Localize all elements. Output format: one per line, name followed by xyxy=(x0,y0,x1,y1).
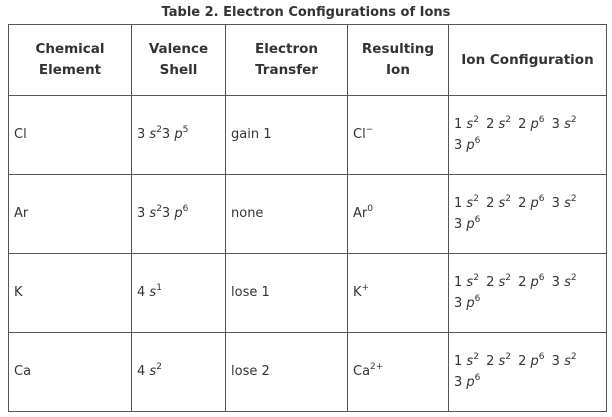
cell-resulting-ion xyxy=(348,254,449,333)
electron-count: 2 xyxy=(156,204,162,214)
shell-number: 3 xyxy=(551,117,565,132)
ion-charge: 2+ xyxy=(370,362,384,372)
orbital xyxy=(162,127,188,142)
electron-count: 6 xyxy=(538,273,545,283)
subshell-letter: s xyxy=(498,275,506,290)
orbital xyxy=(137,364,162,379)
orbital xyxy=(137,285,162,300)
header-ion-configuration: Ion Configuration xyxy=(449,25,607,96)
orbital xyxy=(552,196,577,211)
ion-symbol: K xyxy=(353,285,362,300)
electron-count: 2 xyxy=(570,352,577,362)
header-row xyxy=(9,25,607,96)
subshell-letter: p xyxy=(466,138,475,153)
subshell-letter: p xyxy=(530,275,539,290)
subshell-letter: s xyxy=(149,364,157,379)
shell-number: 4 xyxy=(137,285,150,300)
subshell-letter: s xyxy=(149,285,157,300)
shell-number: 2 xyxy=(486,354,499,369)
shell-number: 3 xyxy=(454,296,467,311)
subshell-letter: s xyxy=(466,275,474,290)
table-row xyxy=(9,254,607,333)
table-row xyxy=(9,175,607,254)
shell-number: 3 xyxy=(454,375,467,390)
shell-number: 2 xyxy=(518,196,531,211)
table-body xyxy=(9,96,607,412)
orbital xyxy=(518,354,544,369)
shell-number: 1 xyxy=(454,117,467,132)
shell-number: 1 xyxy=(454,196,467,211)
cell-ion-configuration xyxy=(449,254,607,333)
subshell-letter: s xyxy=(466,196,474,211)
subshell-letter: s xyxy=(149,127,157,142)
subshell-letter: p xyxy=(530,117,539,132)
orbital xyxy=(454,138,480,153)
electron-count: 1 xyxy=(156,283,162,293)
subshell-letter: s xyxy=(149,206,157,221)
header-electron-transfer: Electron Transfer xyxy=(226,25,348,96)
electron-count: 6 xyxy=(538,352,545,362)
shell-number: 3 xyxy=(551,354,565,369)
electron-count: 2 xyxy=(473,194,479,204)
ion-charge: + xyxy=(361,283,370,293)
header-chemical-element: Chemical Element xyxy=(9,25,132,96)
electron-count: 6 xyxy=(474,215,481,225)
orbital xyxy=(486,196,511,211)
orbital xyxy=(552,275,577,290)
subshell-letter: s xyxy=(498,117,506,132)
electron-count: 2 xyxy=(505,352,511,362)
header-valence-shell: Valence Shell xyxy=(132,25,226,96)
cell-resulting-ion xyxy=(348,333,449,412)
electron-count: 6 xyxy=(538,115,545,125)
cell-resulting-ion xyxy=(348,175,449,254)
orbital xyxy=(454,296,480,311)
orbital xyxy=(454,196,479,211)
orbital xyxy=(454,354,479,369)
cell-element: K xyxy=(9,254,132,333)
orbital xyxy=(137,127,162,142)
ion-charge: 0 xyxy=(367,204,373,214)
electron-count: 2 xyxy=(505,115,511,125)
shell-number: 2 xyxy=(486,117,499,132)
subshell-letter: s xyxy=(564,196,571,211)
electron-count: 2 xyxy=(473,115,479,125)
orbital xyxy=(454,375,480,390)
subshell-letter: s xyxy=(498,354,506,369)
electron-count: 2 xyxy=(570,115,577,125)
shell-number: 2 xyxy=(518,117,531,132)
subshell-letter: s xyxy=(466,354,474,369)
ion-charge: − xyxy=(365,125,374,135)
subshell-letter: s xyxy=(498,196,506,211)
ion-symbol: Cl xyxy=(353,127,366,142)
subshell-letter: p xyxy=(466,375,475,390)
orbital xyxy=(518,117,544,132)
orbital xyxy=(486,354,511,369)
cell-valence-shell xyxy=(132,96,226,175)
electron-count: 6 xyxy=(474,294,481,304)
cell-valence-shell xyxy=(132,333,226,412)
table-caption: Table 2. Electron Configurations of Ions xyxy=(161,5,451,20)
shell-number: 2 xyxy=(518,354,531,369)
subshell-letter: s xyxy=(564,354,571,369)
subshell-letter: p xyxy=(174,206,183,221)
subshell-letter: p xyxy=(530,196,539,211)
cell-ion-configuration xyxy=(449,96,607,175)
shell-number: 2 xyxy=(518,275,531,290)
orbital xyxy=(486,117,511,132)
orbital xyxy=(162,206,188,221)
electron-count: 2 xyxy=(570,273,577,283)
table-row xyxy=(9,96,607,175)
electron-count: 6 xyxy=(538,194,545,204)
cell-element: Cl xyxy=(9,96,132,175)
cell-element: Ca xyxy=(9,333,132,412)
shell-number: 3 xyxy=(454,217,467,232)
cell-valence-shell xyxy=(132,254,226,333)
electron-count: 2 xyxy=(505,194,511,204)
electron-count: 2 xyxy=(473,352,479,362)
cell-electron-transfer: none xyxy=(226,175,348,254)
electron-count: 2 xyxy=(473,273,479,283)
subshell-letter: s xyxy=(466,117,474,132)
electron-count: 6 xyxy=(182,204,189,214)
electron-count: 6 xyxy=(474,373,481,383)
orbital xyxy=(518,275,544,290)
cell-ion-configuration xyxy=(449,333,607,412)
orbital xyxy=(454,117,479,132)
subshell-letter: p xyxy=(174,127,183,142)
table-row xyxy=(9,333,607,412)
electron-count: 2 xyxy=(156,362,162,372)
orbital xyxy=(454,275,479,290)
shell-number: 1 xyxy=(454,275,467,290)
shell-number: 3 xyxy=(137,206,150,221)
subshell-letter: p xyxy=(466,296,475,311)
cell-electron-transfer: lose 2 xyxy=(226,333,348,412)
orbital xyxy=(552,117,577,132)
orbital xyxy=(518,196,544,211)
cell-electron-transfer: lose 1 xyxy=(226,254,348,333)
ion-symbol: Ca xyxy=(353,364,371,379)
shell-number: 3 xyxy=(551,275,565,290)
orbital xyxy=(137,206,162,221)
subshell-letter: p xyxy=(466,217,475,232)
electron-count: 6 xyxy=(474,136,481,146)
electron-count: 5 xyxy=(182,125,189,135)
shell-number: 1 xyxy=(454,354,467,369)
ion-symbol: Ar xyxy=(353,206,368,221)
orbital xyxy=(552,354,577,369)
electron-configuration-table xyxy=(8,24,607,412)
orbital xyxy=(454,217,480,232)
electron-count: 2 xyxy=(505,273,511,283)
shell-number: 3 xyxy=(137,127,150,142)
shell-number: 3 xyxy=(161,206,175,221)
electron-count: 2 xyxy=(570,194,577,204)
shell-number: 3 xyxy=(551,196,565,211)
shell-number: 3 xyxy=(161,127,175,142)
cell-ion-configuration xyxy=(449,175,607,254)
subshell-letter: p xyxy=(530,354,539,369)
shell-number: 3 xyxy=(454,138,467,153)
shell-number: 2 xyxy=(486,196,499,211)
electron-count: 2 xyxy=(156,125,162,135)
shell-number: 4 xyxy=(137,364,150,379)
subshell-letter: s xyxy=(564,275,571,290)
subshell-letter: s xyxy=(564,117,571,132)
cell-valence-shell xyxy=(132,175,226,254)
orbital xyxy=(486,275,511,290)
cell-element: Ar xyxy=(9,175,132,254)
cell-electron-transfer: gain 1 xyxy=(226,96,348,175)
cell-resulting-ion xyxy=(348,96,449,175)
header-resulting-ion: Resulting Ion xyxy=(348,25,449,96)
shell-number: 2 xyxy=(486,275,499,290)
